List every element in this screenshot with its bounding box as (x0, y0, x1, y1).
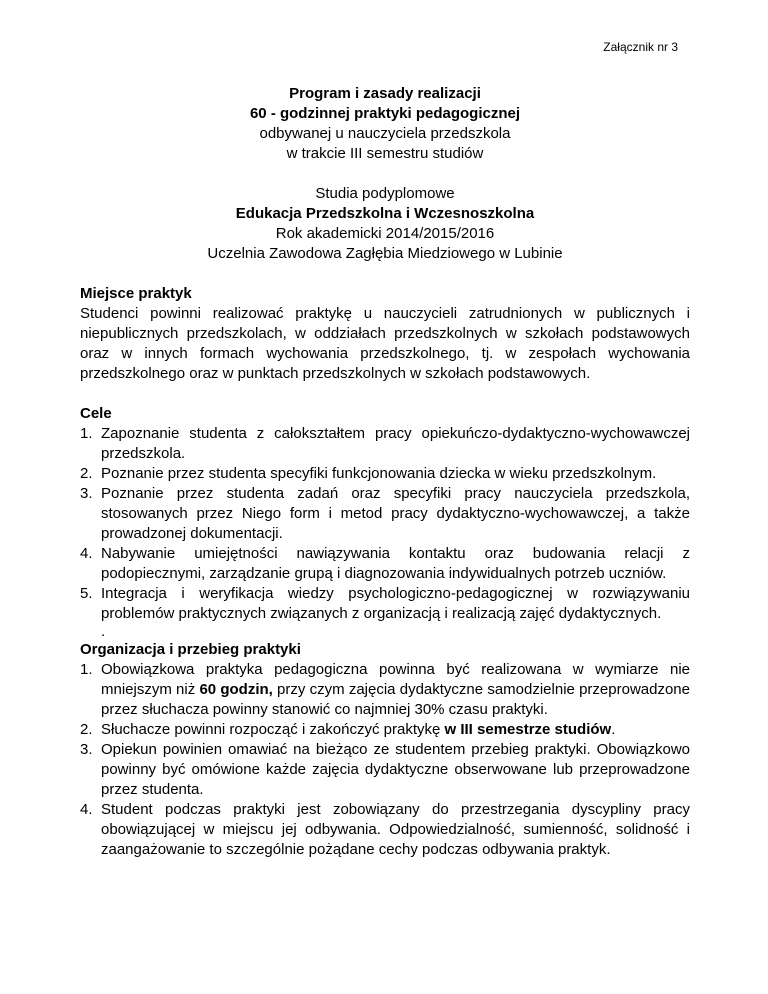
list-item: 2. Słuchacze powinni rozpocząć i zakończyć praktykę w III semestrze studiów. (80, 721, 616, 738)
academic-year: Rok akademicki 2014/2015/2016 (275, 225, 495, 242)
list-item: 2. Poznanie przez studenta specyfiki funkcjonowania dziecka w wieku przedszkolnym. (80, 465, 657, 482)
organizacja-list (80, 660, 690, 860)
university-name: Uczelnia Zawodowa Zagłębia Miedziowego w Lubinie (207, 245, 563, 262)
section-text-miejsce: Studenci powinni realizować praktykę u nauczycieli zatrudnionych w publicznych i niepublicznych przedszkolach, w oddziałach przedszkolnych w szkołach podstawowych oraz w innych formach wychowania przedszkolnego, tj. w zespołach wychowania przedszkolnego oraz w punktach przedszkolnych w szkołach podstawowych. (80, 305, 690, 382)
annex-label: Załącznik nr 3 (603, 40, 678, 54)
document-subtitle-line4: w trakcie III semestru studiów (286, 145, 484, 162)
list-item: 3. Poznanie przez studenta zadań oraz specyfiki pracy nauczyciela przedszkola, stosowanych przez Niego form i metod pracy dydaktyczno-wychowawczej, a także prowadzonej dokumentacji. (80, 485, 690, 542)
section-title-cele: Cele (80, 405, 112, 422)
list-item: 1. Obowiązkowa praktyka pedagogiczna powinna być realizowana w wymiarze nie mniejszym niż 60 godzin, przy czym zajęcia dydaktyczne samodzielnie przeprowadzone przez słuchacza powinny stanowić co najmniej 30% czasu praktyki. (80, 661, 690, 718)
list-item: 1. Zapoznanie studenta z całokształtem pracy opiekuńczo-dydaktyczno-wychowawczej przedszkola. (80, 425, 690, 462)
section-title-organizacja: Organizacja i przebieg praktyki (80, 641, 301, 658)
document-page (80, 84, 690, 860)
list-item: 3. Opiekun powinien omawiać na bieżąco ze studentem przebieg praktyki. Obowiązkowo powinny być omówione każde zajęcia dydaktyczne obserwowane lub przeprowadzone przez studenta. (80, 741, 690, 798)
trailing-dot: . (101, 623, 106, 640)
list-item: 4. Student podczas praktyki jest zobowiązany do przestrzegania dyscypliny pracy obowiązującej w miejscu jej odbywania. Odpowiedzialność, sumienność, solidność i zaangażowanie to szczególnie pożądane cechy podczas odbywania praktyk. (80, 801, 690, 858)
document-title-line1: Program i zasady realizacji (289, 85, 481, 102)
list-item: 4. Nabywanie umiejętności nawiązywania kontaktu oraz budowania relacji z podopiecznymi, zarządzanie grupą i diagnozowania indywidualnych potrzeb uczniów. (80, 545, 690, 582)
document-subtitle-line3: odbywanej u nauczyciela przedszkola (259, 125, 511, 142)
list-item: 5. Integracja i weryfikacja wiedzy psychologiczno-pedagogicznej w rozwiązywaniu problemów praktycznych związanych z organizacją i realizacją zajęć dydaktycznych. (80, 585, 690, 622)
document-title-line2: 60 - godzinnej praktyki pedagogicznej (249, 105, 521, 122)
section-title-miejsce: Miejsce praktyk (80, 285, 192, 302)
cele-list (80, 424, 690, 624)
studies-type: Studia podyplomowe (315, 185, 455, 202)
program-name: Edukacja Przedszkolna i Wczesnoszkolna (235, 205, 535, 222)
